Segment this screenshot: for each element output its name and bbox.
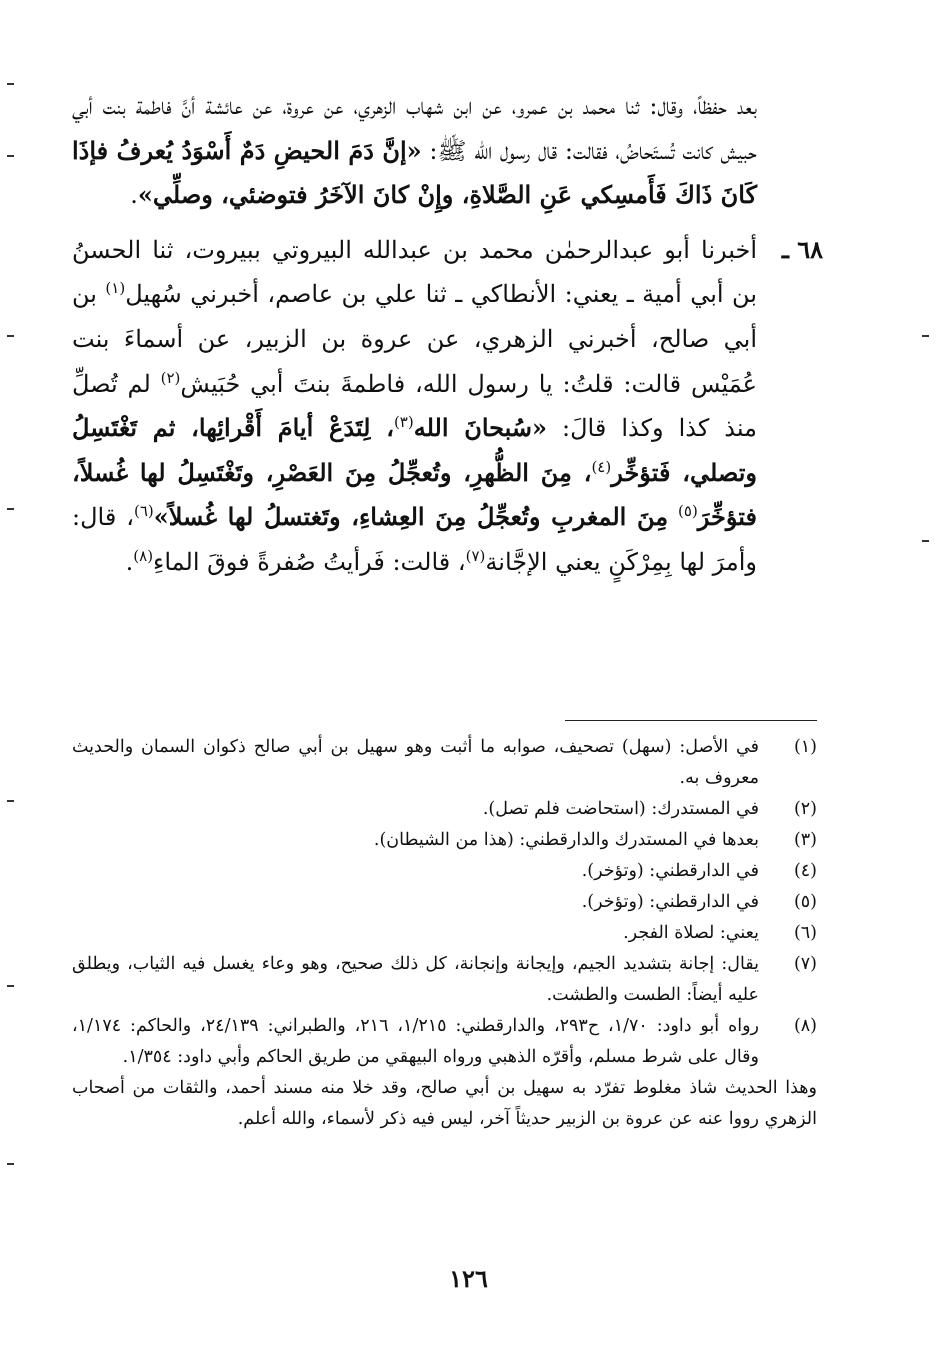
footnote-number: (٣) xyxy=(793,830,817,850)
scan-mark xyxy=(7,800,14,802)
footnote xyxy=(72,949,817,1011)
isnad-text-b: بن أبي صالح، أخبرني الزهري، عن عروة بن الزبير، عن أسماءَ بنت عُمَيْس قالت: قلتُ: يا رسول الله، فاطمةَ بنتَ أبي حُبَيش xyxy=(72,280,757,398)
footnote xyxy=(72,1011,817,1073)
footnote-text: رواه أبو داود: ١/٧٠، ح٢٩٣، والدارقطني: ١/٢١٥، ٢١٦، والطبراني: ٢٤/١٣٩، والحاكم: ١/١٧٤، وقال على شرط مسلم، وأقرّه الذهبي ورواه البيهقي من طريق الحاكم وأبي داود: ١/٣٥٤. xyxy=(72,1016,760,1067)
para1-end: . xyxy=(130,181,138,210)
footnote-ref-2[interactable]: (٢) xyxy=(160,368,181,387)
footnote-text: في الدارقطني: (وتؤخر). xyxy=(581,861,759,881)
page-number: ١٢٦ xyxy=(449,1264,488,1293)
footnote xyxy=(72,856,817,887)
footnote-number: (٤) xyxy=(793,861,817,881)
scan-mark xyxy=(7,985,14,987)
footnote-commentary: وهذا الحديث شاذ مغلوط تفرّد به سهيل بن أبي صالح، وقد خلا منه مسند أحمد، والثقات من أصحاب الزهري رووا عنه عن عروة بن الزبير حديثاً آخر، ليس فيه ذكر لأسماء، والله أعلم. xyxy=(72,1078,817,1129)
main-text xyxy=(72,84,823,585)
footnote-ref-1[interactable]: (١) xyxy=(105,279,126,298)
footnote-number: (٨) xyxy=(793,1016,817,1036)
scan-mark xyxy=(7,155,14,157)
text-d: ، قال: وأمرَ لها بِمِرْكَنٍ يعني الإجَّانة xyxy=(72,503,757,576)
isnad-text-a: أخبرنا أبو عبدالرحمٰن محمد بن عبدالله البيروتي ببيروت، ثنا الحسنُ بن أبي أمية ـ يعني: الأنطاكي ـ ثنا علي بن عاصم، أخبرني سُهيل xyxy=(72,235,757,309)
hadith-68 xyxy=(72,228,823,585)
scan-mark xyxy=(7,335,14,337)
footnote-number: (٢) xyxy=(793,799,817,819)
footnote xyxy=(72,794,817,825)
matn-bold-2: ، لِتَدَعْ أيامَ أَقْرائِها، ثم تَغْتَسِلُ وتصلي، فَتؤخِّر xyxy=(72,413,757,487)
footnote-text: يعني: لصلاة الفجر. xyxy=(623,923,759,943)
footnote-ref-5[interactable]: (٥) xyxy=(678,502,698,521)
scan-mark xyxy=(7,83,14,85)
footnote-ref-7[interactable]: (٧) xyxy=(465,546,486,565)
footnote-number: (٦) xyxy=(793,923,817,943)
scan-mark xyxy=(7,1163,14,1165)
scan-mark xyxy=(7,508,14,510)
paragraph-continuation xyxy=(72,84,757,218)
text-f: . xyxy=(125,547,134,576)
footnote xyxy=(72,918,817,949)
hadith-number: ٦٨ ـ xyxy=(781,234,823,264)
footnotes xyxy=(72,732,817,1135)
isnad-text-c: لم تُصلِّ منذ كذا وكذا قالَ: xyxy=(72,369,757,443)
scan-mark xyxy=(922,540,929,542)
footnote-text: في الدارقطني: (وتؤخر). xyxy=(581,892,759,912)
footnote xyxy=(72,887,817,918)
matn-bold-3: ، مِنَ الظُّهرِ، وتُعجِّلُ مِنَ العَصْرِ، وتَغْتَسِلُ لها غُسلاً، فتؤخِّرَ xyxy=(72,457,757,532)
matn-bold-4: مِنَ المغربِ وتُعجِّلُ مِنَ العِشاءِ، وتَغتسلُ لها غُسلاً» xyxy=(153,502,669,532)
footnote-ref-4[interactable]: (٤) xyxy=(591,457,612,476)
footnote-number: (٧) xyxy=(793,954,817,974)
scan-mark xyxy=(922,335,929,337)
footnote-ref-3[interactable]: (٣) xyxy=(393,413,414,432)
footnote-number: (١) xyxy=(793,737,817,757)
footnote-text: بعدها في المستدرك والدارقطني: (هذا من الشيطان). xyxy=(373,830,759,850)
footnote-ref-8[interactable]: (٨) xyxy=(133,546,154,565)
footnote-ref-6[interactable]: (٦) xyxy=(133,502,154,521)
text-e: ، قالت: فَرأيتُ صُفرةً فوقَ الماءِ xyxy=(153,547,466,576)
footnote xyxy=(72,825,817,856)
matn-bold-1: «سُبحانَ الله xyxy=(413,413,548,443)
footnote-text: يقال: إجانة بتشديد الجيم، وإيجانة وإنجانة، كل ذلك صحيح، وهو وعاء يغسل فيه الثياب، ويطلق عليه أيضاً: الطست والطشت. xyxy=(72,954,759,1005)
footnote-text: في المستدرك: (استحاضت فلم تصل). xyxy=(482,799,759,819)
hadith-quote: «إنَّ دَمَ الحيضِ دَمٌ أَسْوَدُ يُعرفُ فإذَا كَانَ ذَاكَ فَأَمسِكي عَنِ الصَّلاةِ، وإِنْ كانَ الآخَرُ فتوضئي، وصلِّي» xyxy=(72,135,757,210)
footnote xyxy=(72,732,817,794)
footnote-text: في الأصل: (سهل) تصحيف، صوابه ما أثبت وهو سهيل بن أبي صالح ذكوان السمان والحديث معروف به. xyxy=(72,737,759,788)
para1-text: بعد حفظاً، وقال: ثنا محمد بن عمرو، عن ابن شهاب الزهري، عن عروة، عن عائشة أنَّ فاطمة بنت أبي حبيش كانت تُستَحاضُ، فقالت: قال رسول الله ﷺ: xyxy=(72,92,757,165)
footnote-number: (٥) xyxy=(793,892,817,912)
footnote-separator xyxy=(565,720,817,721)
